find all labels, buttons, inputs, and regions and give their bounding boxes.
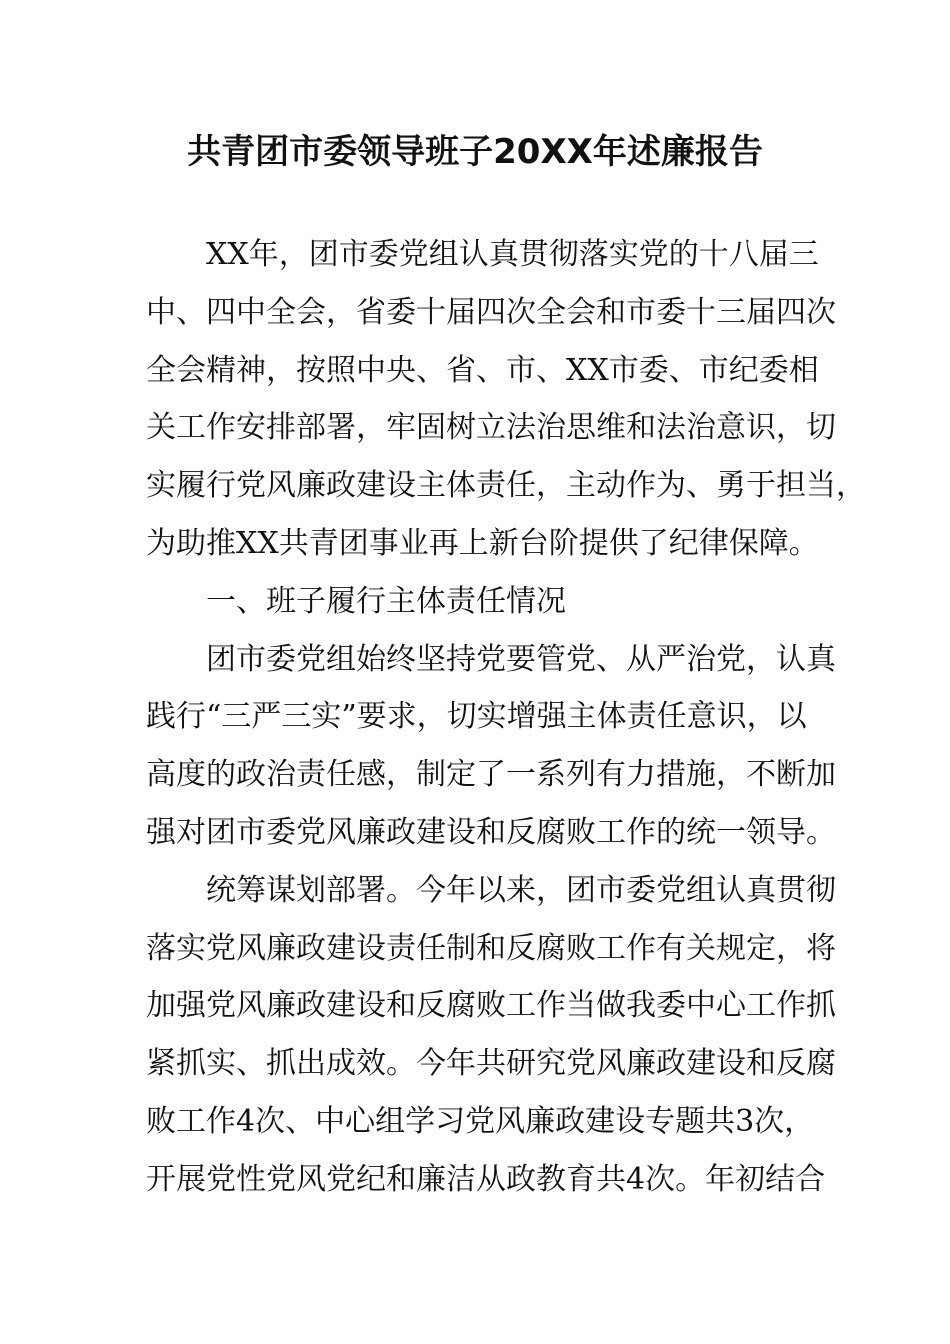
body-line: XX年，团市委党组认真贯彻落实党的十八届三	[206, 237, 819, 272]
body-line: 强对团市委党风廉政建设和反腐败工作的统一领导。	[146, 814, 836, 850]
body-line: 高度的政治责任感，制定了一系列有力措施，不断加	[146, 757, 836, 793]
document-title: 共青团市委领导班子20XX年述廉报告	[187, 132, 763, 172]
document-body	[146, 226, 866, 1209]
body-line: 关工作安排部署，牢固树立法治思维和法治意识，切	[146, 410, 836, 446]
body-line: 开展党性党风党纪和廉洁从政教育共4次。年初结合	[146, 1161, 826, 1197]
body-line: 为助推XX共青团事业再上新台阶提供了纪律保障。	[146, 525, 819, 561]
body-line: 加强党风廉政建设和反腐败工作当做我委中心工作抓	[146, 988, 836, 1024]
body-line: 紧抓实、抓出成效。今年共研究党风廉政建设和反腐	[146, 1046, 836, 1082]
body-line: 一、班子履行主体责任情况	[206, 583, 566, 619]
body-line: 团市委党组始终坚持党要管党、从严治党，认真	[206, 641, 836, 677]
body-line: 全会精神，按照中央、省、市、XX市委、市纪委相	[146, 352, 819, 388]
body-line: 败工作4次、中心组学习党风廉政建设专题共3次，	[146, 1103, 815, 1139]
body-line: 落实党风廉政建设责任制和反腐败工作有关规定，将	[146, 930, 836, 966]
body-line: 统筹谋划部署。今年以来，团市委党组认真贯彻	[206, 872, 836, 908]
body-line: 践行“三严三实”要求，切实增强主体责任意识，以	[146, 699, 807, 735]
body-line: 实履行党风廉政建设主体责任，主动作为、勇于担当，	[146, 468, 866, 504]
body-line: 中、四中全会，省委十届四次全会和市委十三届四次	[146, 294, 836, 330]
